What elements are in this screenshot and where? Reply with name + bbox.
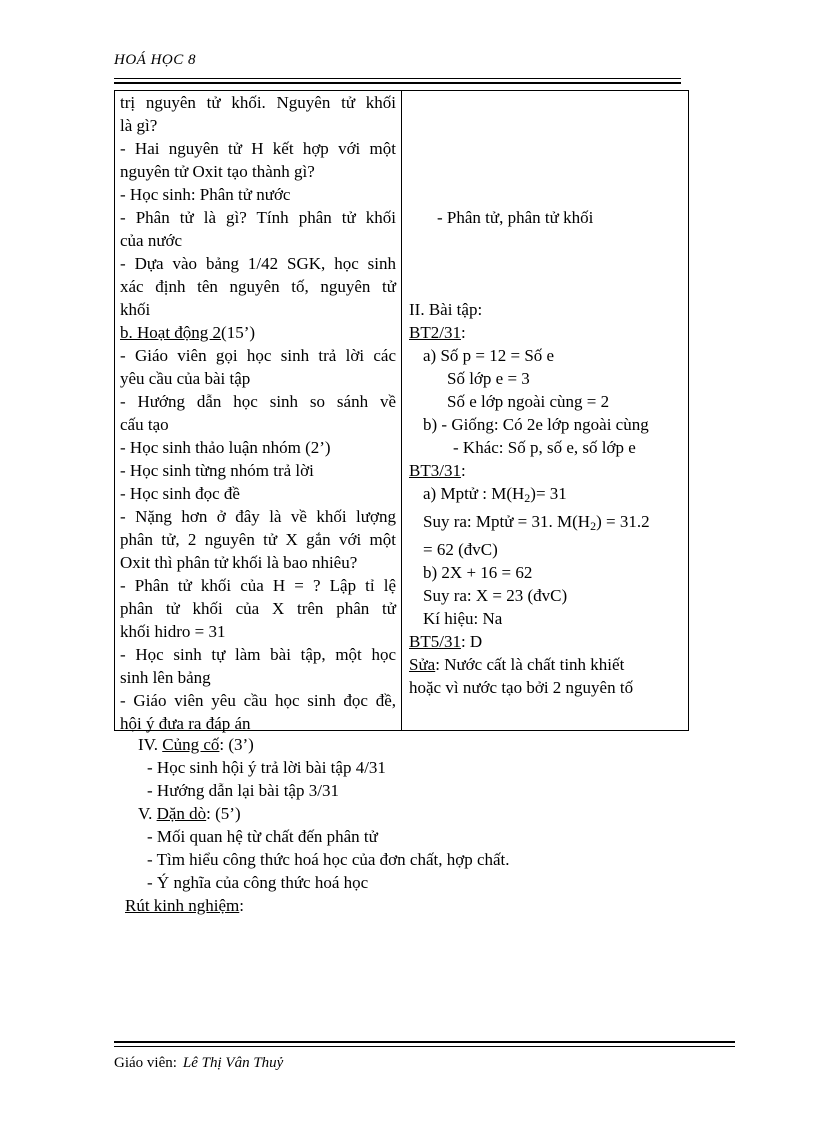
table-row: - Hướng dẫn học sinh so sánh về [120,392,396,411]
table-row: - Hai nguyên tử H kết hợp với một [120,139,396,158]
bt2-heading: BT2/31: [409,323,466,342]
list-item: - Hướng dẫn lại bài tập 3/31 [147,781,339,800]
table-row: - Phân tử là gì? Tính phân tử khối [120,208,396,227]
header-rule-top [114,78,681,79]
table-row: xác định tên nguyên tố, nguyên tử [120,277,396,296]
table-row: - Học sinh thảo luận nhóm (2’) [120,438,331,457]
rut-kinh-nghiem-heading: Rút kinh nghiệm: [125,896,245,915]
footer-rule-top [114,1041,735,1043]
bt2-line-a2: Số lớp e = 3 [447,369,530,388]
list-item: - Học sinh hội ý trả lời bài tập 4/31 [147,758,386,777]
bt5-line: BT5/31: D [409,632,483,651]
phan-tu-item: - Phân tử, phân tử khối [437,208,594,227]
bt2-line-a3: Số e lớp ngoài cùng = 2 [447,392,610,411]
table-row: - Học sinh tự làm bài tập, một học [120,645,396,664]
dan-do-heading: V. Dặn dò: (5’) [138,804,241,823]
table-row: nguyên tử Oxit tạo thành gì? [120,162,315,181]
lesson-table [114,90,689,731]
table-row: khối [120,300,151,319]
table-row: - Giáo viên yêu cầu học sinh đọc đề, [120,691,396,710]
bt3-line-a2: Suy ra: Mptử = 31. $M(H_2) = 31.2$ [423,512,650,533]
bt3-line-b1: b) 2X + 16 = 62 [423,563,533,582]
bt3-heading: BT3/31: [409,461,466,480]
bt2-line-a1: a) Số p = 12 = Số e [423,346,555,365]
table-row: cấu tạo [120,415,169,434]
table-row: - Học sinh từng nhóm trả lời [120,461,314,480]
table-row: của nước [120,231,183,250]
table-row: hội ý đưa ra đáp án [120,714,251,733]
bt2-line-b1: b) - Giống: Có 2e lớp ngoài cùng [423,415,649,434]
footer-label: Giáo viên: [114,1055,177,1071]
table-column-divider [401,91,402,730]
table-row: Oxit thì phân tử khối là bao nhiêu? [120,553,358,572]
table-row: là gì? [120,116,158,135]
table-row: sinh lên bảng [120,668,211,687]
header-rule-bottom [114,82,681,84]
table-row: trị nguyên tử khối. Nguyên tử khối [120,93,396,112]
lesson-closing-sections [125,733,510,917]
list-item: - Ý nghĩa của công thức hoá học [147,873,369,892]
table-row: - Học sinh: Phân tử nước [120,185,291,204]
table-row: phân tử khối của X trên phân tử [120,599,396,618]
sua-line-2: hoặc vì nước tạo bởi 2 nguyên tố [409,678,634,697]
bt2-line-b2: - Khác: Số p, số e, số lớp e [453,438,636,457]
bt3-line-a3: = 62 (đvC) [423,540,498,559]
table-row: - Giáo viên gọi học sinh trả lời các [120,346,396,365]
list-item: - Mối quan hệ từ chất đến phân tử [147,827,378,846]
page-header-title: HOÁ HỌC 8 [114,52,196,68]
table-row: - Nặng hơn ở đây là về khối lượng [120,507,396,526]
table-row: - Học sinh đọc đề [120,484,240,503]
sua-line-1: Sửa: Nước cất là chất tinh khiết [409,655,625,674]
bt3-line-b3: Kí hiệu: Na [423,609,503,628]
cung-co-heading: IV. Củng cố: (3’) [138,735,254,754]
hoat-dong-2-heading: b. Hoạt động 2(15’) [120,323,256,342]
bt3-line-b2: Suy ra: X = 23 (đvC) [423,586,568,605]
footer-rule-bottom [114,1046,735,1047]
table-row: - Phân tử khối của H = ? Lập tỉ lệ [120,576,396,595]
table-row: khối hidro = 31 [120,622,226,641]
list-item: - Tìm hiểu công thức hoá học của đơn chất, hợp chất. [147,850,510,869]
content-column [409,91,685,699]
table-row: - Dựa vào bảng 1/42 SGK, học sinh [120,254,396,273]
table-row: phân tử, 2 nguyên tử X gắn với một [120,530,396,549]
bt3-line-a1: a) Mptử : $M(H_2)= 31$ [423,484,567,505]
table-row: yêu cầu của bài tập [120,369,251,388]
teacher-name: Lê Thị Vân Thuỷ [182,1055,284,1071]
teacher-student-activities [120,91,396,735]
page-footer [114,1055,283,1072]
bai-tap-heading: II. Bài tập: [409,300,483,319]
